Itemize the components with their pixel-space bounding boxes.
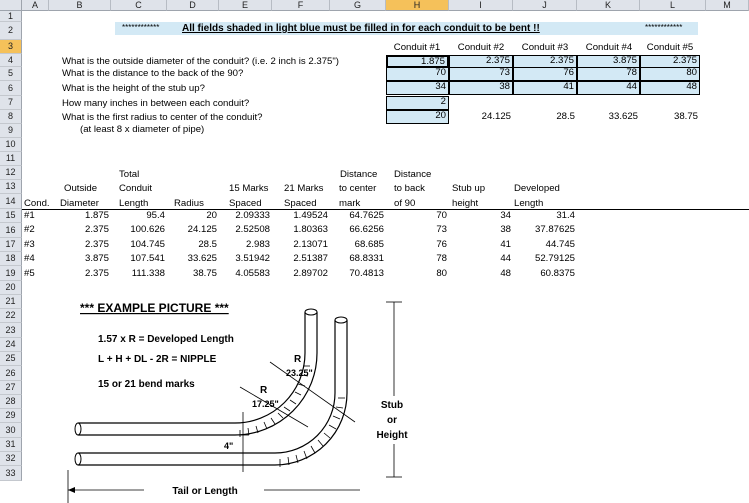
header-conduit-1[interactable]: Conduit #1 — [393, 42, 441, 53]
row-header-22[interactable]: 22 — [0, 309, 22, 323]
table-header-underline — [22, 209, 749, 210]
hdr-of-90: of 90 — [394, 198, 416, 209]
row-header-14[interactable]: 14 — [0, 194, 22, 209]
spacing-value: 4" — [224, 441, 234, 451]
cell-center[interactable]: 66.6256 — [349, 224, 384, 235]
hdr-diameter: Diameter — [60, 198, 99, 209]
outer-conduit-end — [335, 317, 347, 323]
row-header-20[interactable]: 20 — [0, 281, 22, 295]
row-header-21[interactable]: 21 — [0, 295, 22, 309]
cell-length[interactable]: 95.4 — [146, 210, 165, 221]
input-distance-3[interactable]: 76 — [513, 67, 577, 81]
formula-developed-length: 1.57 x R = Developed Length — [98, 334, 234, 345]
column-header-d[interactable]: D — [167, 0, 219, 11]
stub-label-2: or — [387, 415, 397, 426]
cell-diameter[interactable]: 2.375 — [84, 239, 109, 250]
radius-value-3[interactable]: 28.5 — [556, 111, 575, 122]
column-header-j[interactable]: J — [513, 0, 577, 11]
radius-label-inner: R — [260, 385, 268, 396]
row-header-17[interactable]: 17 — [0, 238, 22, 252]
input-diameter-4[interactable]: 3.875 — [577, 55, 640, 68]
hdr-spaced-15: Spaced — [229, 198, 262, 209]
column-header-l[interactable]: L — [640, 0, 706, 11]
cell-m15[interactable]: 4.05583 — [235, 268, 270, 279]
cell-developed[interactable]: 52.79125 — [534, 253, 575, 264]
cell-stub[interactable]: 44 — [500, 253, 511, 264]
cell-stub[interactable]: 41 — [500, 239, 511, 250]
row-header-13[interactable]: 13 — [0, 180, 22, 194]
inner-conduit-tail-end — [75, 423, 81, 435]
cell-radius[interactable]: 20 — [206, 210, 217, 221]
select-all-corner[interactable] — [0, 0, 22, 11]
formula-nipple: L + H + DL - 2R = NIPPLE — [98, 354, 217, 365]
cell-stub[interactable]: 48 — [500, 268, 511, 279]
input-inches-between[interactable]: 2 — [386, 96, 449, 110]
cell-back[interactable]: 78 — [436, 253, 447, 264]
header-conduit-4[interactable]: Conduit #4 — [585, 42, 633, 53]
tail-label: Tail or Length — [172, 486, 238, 497]
radius-label-outer: R — [294, 354, 302, 365]
cell-length[interactable]: 100.626 — [130, 224, 165, 235]
cell-m15[interactable]: 2.09333 — [235, 210, 270, 221]
hdr-distance-center: Distance — [340, 169, 378, 180]
row-header-26[interactable]: 26 — [0, 366, 22, 381]
row-header-3[interactable]: 3 — [0, 40, 22, 54]
question-inches-between: How many inches in between each conduit? — [62, 98, 250, 109]
input-diameter-2[interactable]: 2.375 — [449, 55, 513, 68]
column-header-e[interactable]: E — [219, 0, 272, 11]
cell-stub[interactable]: 38 — [500, 224, 511, 235]
cell-developed[interactable]: 37.87625 — [534, 224, 575, 235]
radius-value-5[interactable]: 38.75 — [673, 111, 698, 122]
cell-back[interactable]: 76 — [436, 239, 447, 250]
picture-title: *** EXAMPLE PICTURE *** — [80, 301, 229, 315]
cell-m21[interactable]: 2.51387 — [293, 253, 328, 264]
column-header-c[interactable]: C — [111, 0, 167, 11]
column-header-m[interactable]: M — [706, 0, 749, 11]
row-header-30[interactable]: 30 — [0, 423, 22, 438]
inner-conduit-end — [305, 309, 317, 315]
radius-outer-value: 23.25" — [286, 368, 313, 378]
cell-cond[interactable]: #1 — [24, 210, 35, 221]
input-distance-2[interactable]: 73 — [449, 67, 513, 81]
hdr-outside: Outside — [64, 183, 98, 194]
stub-label-1: Stub — [380, 400, 404, 411]
cell-center[interactable]: 64.7625 — [349, 210, 384, 221]
hdr-to-back: to back — [394, 183, 425, 194]
cell-diameter[interactable]: 2.375 — [84, 268, 109, 279]
hdr-length: Length — [119, 198, 149, 209]
column-header-k[interactable]: K — [577, 0, 640, 11]
outer-conduit-tail-end — [75, 453, 81, 465]
input-diameter-3[interactable]: 2.375 — [513, 55, 577, 68]
cell-diameter[interactable]: 2.375 — [84, 224, 109, 235]
input-distance-1[interactable]: 70 — [386, 67, 449, 81]
cell-back[interactable]: 73 — [436, 224, 447, 235]
row-header-7[interactable]: 7 — [0, 96, 22, 110]
hdr-15-marks: 15 Marks — [229, 183, 269, 194]
cell-m15[interactable]: 3.51942 — [235, 253, 270, 264]
cell-radius[interactable]: 38.75 — [192, 268, 217, 279]
input-stub-4[interactable]: 44 — [577, 81, 640, 95]
bend-diagram — [60, 292, 412, 503]
cell-stub[interactable]: 34 — [500, 210, 511, 221]
input-radius-1[interactable]: 20 — [386, 110, 449, 124]
example-picture — [60, 292, 412, 503]
header-conduit-2[interactable]: Conduit #2 — [457, 42, 505, 53]
hdr-conduit: Conduit — [119, 183, 153, 194]
cell-length[interactable]: 107.541 — [130, 253, 165, 264]
row-header-4[interactable]: 4 — [0, 54, 22, 67]
input-stub-2[interactable]: 38 — [449, 81, 513, 95]
cell-m21[interactable]: 1.49524 — [293, 210, 328, 221]
hdr-mark: mark — [339, 198, 361, 209]
hdr-developed: Developed — [514, 183, 560, 194]
cell-m21[interactable]: 2.89702 — [293, 268, 328, 279]
column-header-i[interactable]: I — [449, 0, 513, 11]
row-header-8[interactable]: 8 — [0, 110, 22, 124]
column-header-g[interactable]: G — [330, 0, 386, 11]
column-header-b[interactable]: B — [49, 0, 111, 11]
cell-m15[interactable]: 2.52508 — [235, 224, 270, 235]
question-radius: What is the first radius to center of the conduit? — [62, 112, 263, 123]
cell-m21[interactable]: 1.80363 — [293, 224, 328, 235]
bend-marks-label: 15 or 21 bend marks — [98, 379, 195, 390]
input-diameter-5[interactable]: 2.375 — [640, 55, 700, 68]
hdr-height: height — [452, 198, 479, 209]
question-stub-height: What is the height of the stub up? — [62, 83, 205, 94]
input-stub-1[interactable]: 34 — [386, 81, 449, 95]
cell-radius[interactable]: 24.125 — [187, 224, 217, 235]
hdr-total: Total — [119, 169, 140, 180]
cell-developed[interactable]: 60.8375 — [540, 268, 575, 279]
hdr-21-marks: 21 Marks — [284, 183, 324, 194]
cell-cond[interactable]: #5 — [24, 268, 35, 279]
cell-diameter[interactable]: 3.875 — [84, 253, 109, 264]
row-header-2[interactable]: 2 — [0, 22, 22, 40]
row-header-15[interactable]: 15 — [0, 209, 22, 223]
cell-cond[interactable]: #3 — [24, 239, 35, 250]
column-header-a[interactable]: A — [22, 0, 49, 11]
row-header-9[interactable]: 9 — [0, 124, 22, 138]
column-header-f[interactable]: F — [272, 0, 330, 11]
input-distance-5[interactable]: 80 — [640, 67, 700, 81]
row-header-28[interactable]: 28 — [0, 395, 22, 409]
row-header-19[interactable]: 19 — [0, 266, 22, 281]
banner-instruction: All fields shaded in light blue must be filled in for each conduit to be bent !! — [182, 23, 540, 34]
hdr-spaced-21: Spaced — [284, 198, 317, 209]
cell-radius[interactable]: 33.625 — [187, 253, 217, 264]
hdr-stub-up: Stub up — [452, 183, 486, 194]
hdr-length-2: Length — [514, 198, 544, 209]
cell-center[interactable]: 68.685 — [354, 239, 384, 250]
question-radius-note: (at least 8 x diameter of pipe) — [80, 124, 205, 135]
row-header-5[interactable]: 5 — [0, 67, 22, 81]
row-header-25[interactable]: 25 — [0, 352, 22, 366]
cell-center[interactable]: 70.4813 — [349, 268, 384, 279]
row-header-33[interactable]: 33 — [0, 466, 22, 481]
cell-center[interactable]: 68.8331 — [349, 253, 384, 264]
cell-radius[interactable]: 28.5 — [198, 239, 217, 250]
cell-back[interactable]: 70 — [436, 210, 447, 221]
hdr-cond: Cond. — [24, 198, 50, 209]
cell-length[interactable]: 104.745 — [130, 239, 165, 250]
hdr-radius: Radius — [174, 198, 204, 209]
cell-developed[interactable]: 31.4 — [556, 210, 575, 221]
input-distance-4[interactable]: 78 — [577, 67, 640, 81]
row-header-31[interactable]: 31 — [0, 438, 22, 452]
hdr-to-center: to center — [339, 183, 377, 194]
row-header-24[interactable]: 24 — [0, 338, 22, 352]
row-header-32[interactable]: 32 — [0, 452, 22, 466]
cell-m21[interactable]: 2.13071 — [293, 239, 328, 250]
input-stub-3[interactable]: 41 — [513, 81, 577, 95]
row-header-29[interactable]: 29 — [0, 409, 22, 423]
row-header-10[interactable]: 10 — [0, 138, 22, 152]
banner-stars-left: ************ — [122, 23, 160, 32]
row-header-1[interactable]: 1 — [0, 11, 22, 22]
hdr-distance-back: Distance — [394, 169, 432, 180]
row-header-27[interactable]: 27 — [0, 381, 22, 395]
input-diameter-1[interactable]: 1.875 — [386, 55, 449, 68]
cell-diameter[interactable]: 1.875 — [84, 210, 109, 221]
row-header-6[interactable]: 6 — [0, 81, 22, 96]
column-header-h[interactable]: H — [386, 0, 449, 11]
radius-value-4[interactable]: 33.625 — [608, 111, 638, 122]
cell-length[interactable]: 111.338 — [131, 268, 165, 279]
cell-cond[interactable]: #2 — [24, 224, 35, 235]
row-header-18[interactable]: 18 — [0, 252, 22, 266]
cell-developed[interactable]: 44.745 — [545, 239, 575, 250]
row-header-23[interactable]: 23 — [0, 323, 22, 338]
input-stub-5[interactable]: 48 — [640, 81, 700, 95]
question-outside-diameter: What is the outside diameter of the conduit? (i.e. 2 inch is 2.375") — [62, 56, 339, 67]
question-distance-back: What is the distance to the back of the 90? — [62, 68, 244, 79]
radius-inner-value: 17.25" — [252, 399, 279, 409]
cell-back[interactable]: 80 — [436, 268, 447, 279]
header-conduit-3[interactable]: Conduit #3 — [521, 42, 569, 53]
header-conduit-5[interactable]: Conduit #5 — [646, 42, 694, 53]
row-header-16[interactable]: 16 — [0, 223, 22, 238]
stub-label-3: Height — [376, 430, 408, 441]
row-header-11[interactable]: 11 — [0, 152, 22, 166]
cell-m15[interactable]: 2.983 — [245, 239, 270, 250]
banner-stars-right: ************ — [645, 23, 683, 32]
cell-cond[interactable]: #4 — [24, 253, 35, 264]
radius-value-2[interactable]: 24.125 — [481, 111, 511, 122]
row-header-12[interactable]: 12 — [0, 166, 22, 180]
